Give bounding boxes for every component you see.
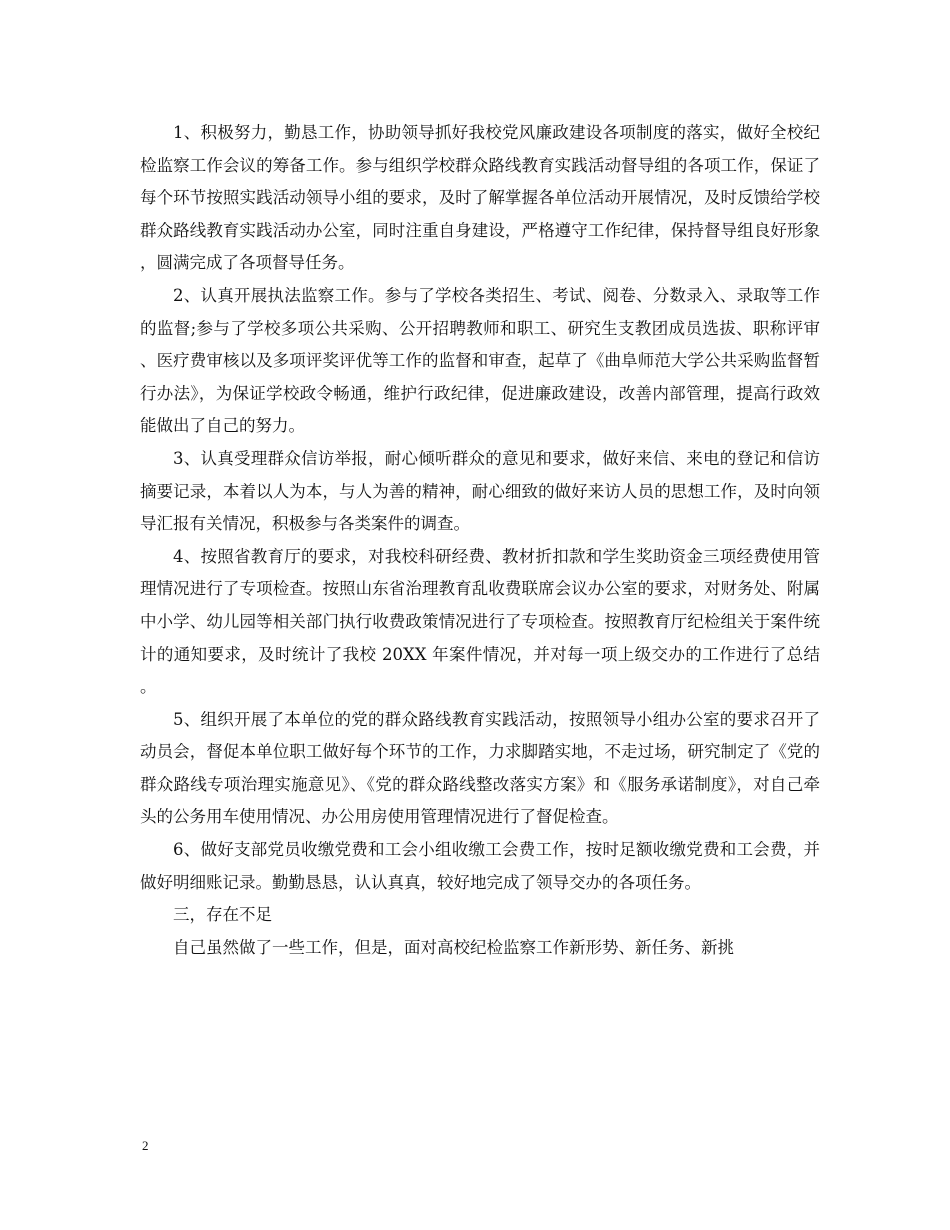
paragraph-2: 2、认真开展执法监察工作。参与了学校各类招生、考试、阅卷、分数录入、录取等工作的监督;参与了学校多项公共采购、公开招聘教师和职工、研究生支教团成员选拔、职称评审、医疗费审核以及多项评奖评优等工作的监督和审查，起草了《曲阜师范大学公共采购监督暂行办法》，为保证学校政令畅通，维护行政纪律，促进廉政建设，改善内部管理，提高行政效能做出了自己的努力。 — [140, 285, 820, 436]
section-heading-shortcomings: 三，存在不足 — [173, 905, 272, 925]
paragraph-1: 1、积极努力，勤恳工作，协助领导抓好我校党风廉政建设各项制度的落实，做好全校纪检监察工作会议的筹备工作。参与组织学校群众路线教育实践活动督导组的各项工作，保证了每个环节按照实践活动领导小组的要求，及时了解掌握各单位活动开展情况，及时反馈给学校群众路线教育实践活动办公室，同时注重自身建设，严格遵守工作纪律，保持督导组良好形象，圆满完成了各项督导任务。 — [140, 123, 820, 273]
paragraph-5: 5、组织开展了本单位的党的群众路线教育实践活动，按照领导小组办公室的要求召开了动员会，督促本单位职工做好每个环节的工作，力求脚踏实地，不走过场，研究制定了《党的群众路线专项治理实施意见》、《党的群众路线整改落实方案》和《服务承诺制度》，对自己牵头的公务用车使用情况、办公用房使用管理情况进行了督促检查。 — [140, 709, 820, 827]
paragraph-3: 3、认真受理群众信访举报，耐心倾听群众的意见和要求，做好来信、来电的登记和信访摘要记录，本着以人为本，与人为善的精神，耐心细致的做好来访人员的思想工作，及时向领导汇报有关情况，积极参与各类案件的调查。 — [140, 448, 820, 534]
paragraph-7: 自己虽然做了一些工作，但是，面对高校纪检监察工作新形势、新任务、新挑 — [173, 937, 734, 957]
paragraph-6: 6、做好支部党员收缴党费和工会小组收缴工会费工作，按时足额收缴党费和工会费，并做好明细账记录。勤勤恳恳，认认真真，较好地完成了领导交办的各项任务。 — [140, 840, 820, 892]
paragraph-4: 4、按照省教育厅的要求，对我校科研经费、教材折扣款和学生奖助资金三项经费使用管理情况进行了专项检查。按照山东省治理教育乱收费联席会议办公室的要求，对财务处、附属中小学、幼儿园等相关部门执行收费政策情况进行了专项检查。按照教育厅纪检组关于案件统计的通知要求，及时统计了我校 20XX 年案件情况，并对每一项上级交办的工作进行了总结。 — [140, 546, 820, 697]
body-text — [140, 117, 820, 964]
page-number: 2 — [142, 1138, 149, 1153]
